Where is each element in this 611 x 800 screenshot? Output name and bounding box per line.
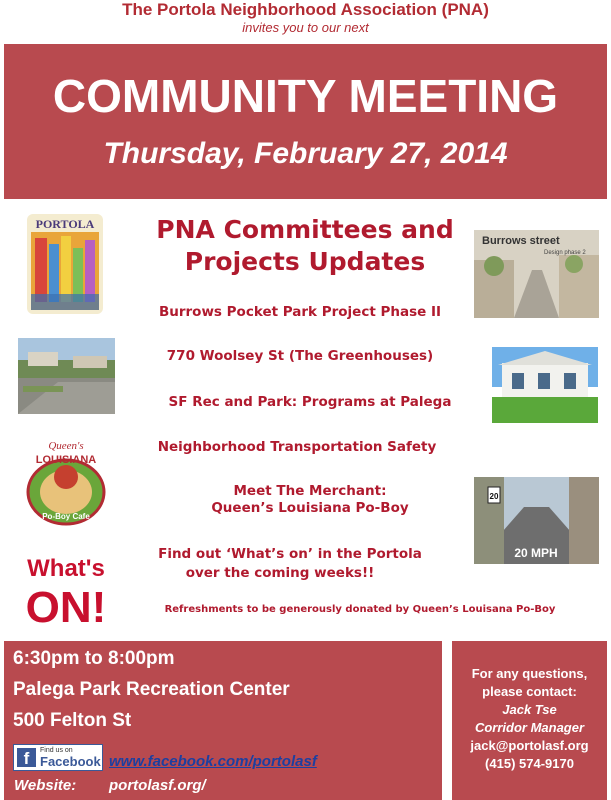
banner-title: COMMUNITY MEETING [52, 70, 559, 122]
agenda-item-rec-park: SF Rec and Park: Programs at Palega [168, 394, 452, 410]
agenda-item-burrows: Burrows Pocket Park Project Phase II [158, 304, 442, 320]
meeting-banner [4, 44, 607, 199]
greenhouses-photo [18, 338, 115, 414]
facebook-link[interactable]: www.facebook.com/portolasf [109, 753, 317, 770]
portola-logo-image [27, 214, 103, 314]
burrows-title: Burrows street [482, 235, 560, 247]
agenda-item-woolsey: 770 Woolsey St (The Greenhouses) [166, 348, 434, 364]
org-title: The Portola Neighborhood Association (PNA) [122, 0, 489, 19]
facebook-badge-word: Facebook [40, 754, 101, 769]
burrows-sub: Design phase 2 [544, 250, 586, 256]
portola-logo-text: PORTOLA [35, 217, 95, 231]
facebook-badge[interactable] [13, 744, 103, 771]
queens-po-boy-logo [22, 437, 110, 529]
queens-mid-text: LOUISIANA [35, 454, 97, 466]
meeting-date: Thursday, February 27, 2014 [103, 137, 508, 170]
meeting-venue: Palega Park Recreation Center [13, 679, 290, 700]
whats-on-bottom: ON! [25, 583, 107, 628]
facebook-badge-small: Find us on [40, 747, 73, 754]
refreshments-note: Refreshments to be generously donated by Queen’s Louisana Po-Boy [164, 604, 556, 615]
agenda-item-whats-on: Find out ‘What’s on’ in the Portola [158, 546, 422, 562]
meeting-details-panel [4, 641, 442, 800]
invite-line: invites you to our next [242, 20, 369, 35]
agenda-item-merchant-name: Queen’s Louisiana Po-Boy [211, 500, 409, 516]
contact-line1: For any questions, [471, 666, 588, 681]
website-label: Website: [14, 777, 77, 794]
contact-title: Corridor Manager [474, 720, 585, 735]
facebook-icon: f [17, 748, 36, 767]
contact-line2: please contact: [482, 684, 577, 699]
speed-sign-text: 20 [489, 492, 499, 501]
agenda-headline-line1: PNA Committees and [156, 215, 454, 244]
20mph-street-photo [474, 477, 599, 564]
website-link[interactable]: portolasf.org/ [109, 777, 206, 794]
contact-panel [452, 641, 607, 800]
agenda-item-merchant: Meet The Merchant: [233, 483, 387, 499]
agenda-headline-line2: Projects Updates [184, 247, 426, 276]
contact-email[interactable]: jack@portolasf.org [470, 738, 589, 753]
agenda-item-whats-on-2: over the coming weeks!! [185, 565, 375, 581]
burrows-street-rendering [474, 230, 599, 318]
whats-on-logo [22, 552, 110, 628]
meeting-address: 500 Felton St [13, 710, 132, 731]
queens-top-text: Queen's [48, 440, 84, 452]
contact-name: Jack Tse [502, 702, 557, 717]
agenda-item-transportation: Neighborhood Transportation Safety [157, 439, 437, 455]
rec-center-photo [492, 347, 598, 423]
queens-bottom-text: Po-Boy Cafe [42, 512, 90, 521]
contact-phone: (415) 574-9170 [485, 756, 574, 771]
agenda-headline [140, 214, 470, 278]
road-speed-text: 20 MPH [514, 546, 558, 560]
meeting-time: 6:30pm to 8:00pm [13, 648, 175, 669]
whats-on-top: What's [27, 555, 105, 582]
